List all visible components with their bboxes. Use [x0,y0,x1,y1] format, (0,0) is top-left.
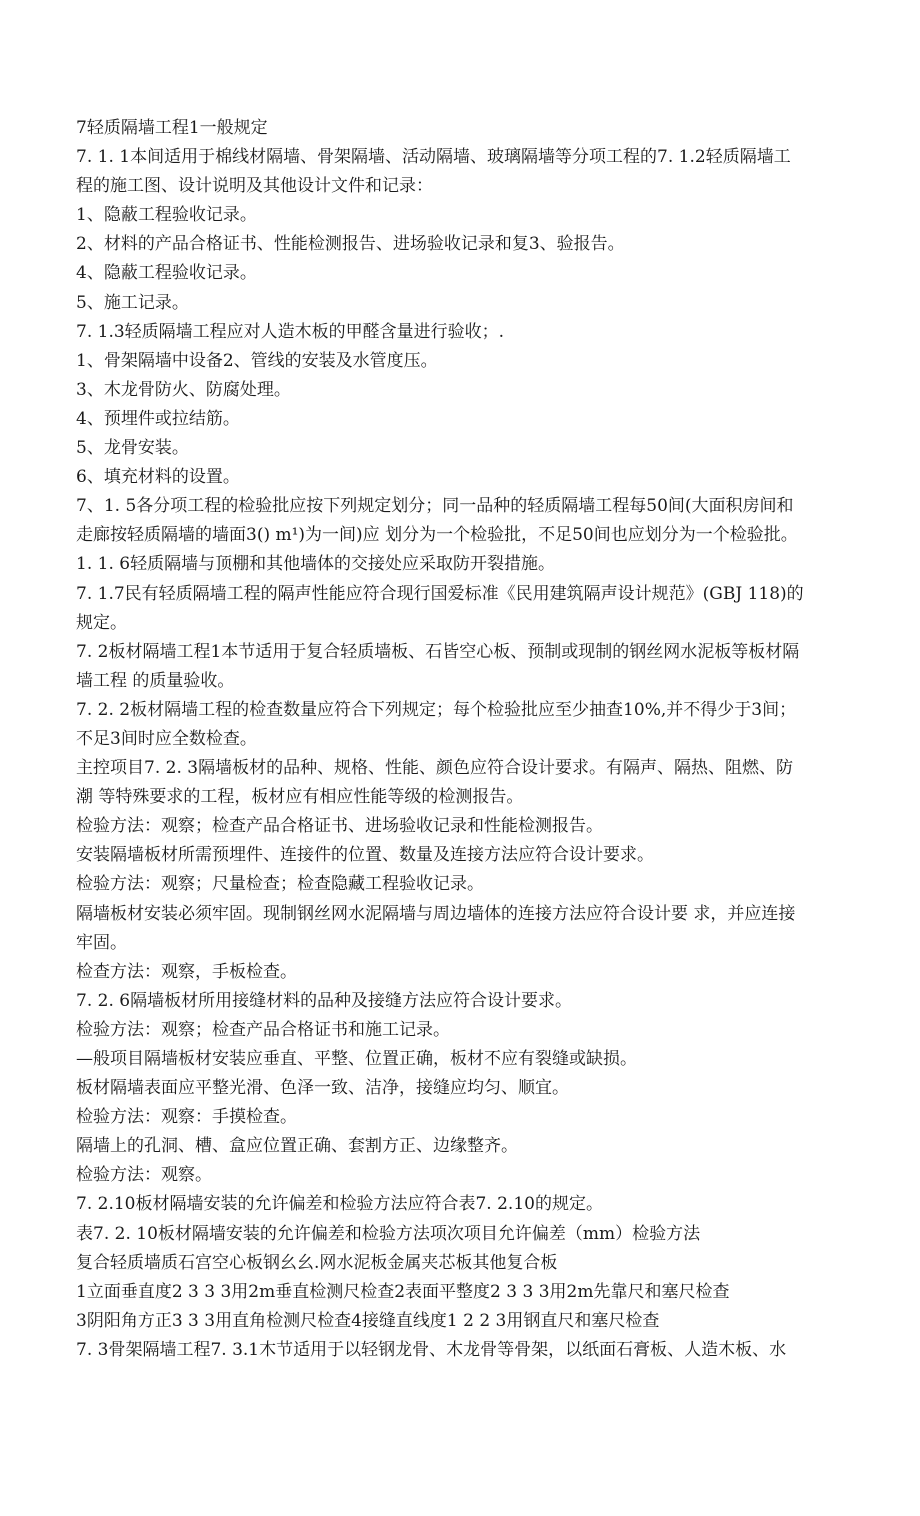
text-line: 5、龙骨安装。 [76,438,189,459]
text-line: 复合轻质墙质石宫空心板钢幺幺.网水泥板金属夹芯板其他复合板 [76,1252,558,1273]
text-line: 主控项目7. 2. 3隔墙板材的品种、规格、性能、颜色应符合设计要求。有隔声、隔热、阻燃、防 [76,758,794,779]
text-line: 1. 1. 6轻质隔墙与顶棚和其他墙体的交接处应采取防开裂措施。 [76,554,556,575]
text-line: —般项目隔墙板材安装应垂直、平整、位置正确，板材不应有裂缝或缺损。 [76,1049,637,1069]
text-line: 检验方法：观察；尺量检查；检查隐藏工程验收记录。 [76,874,484,895]
text-line: 7. 2板材隔墙工程1本节适用于复合轻质墙板、石皆空心板、预制或现制的钢丝网水泥板等板材隔 [76,641,800,662]
text-line: 隔墙板材安装必须牢固。现制钢丝网水泥隔墙与周边墙体的连接方法应符合设计要 求，并应连接 [76,903,796,924]
text-line: 墙工程 的质量验收。 [76,670,235,691]
text-line: 检查方法：观察，手板检查。 [76,961,297,982]
text-line: 4、预埋件或拉结筋。 [76,408,240,429]
text-line: 潮 等特殊要求的工程，板材应有相应性能等级的检测报告。 [76,787,524,808]
text-line: 3阴阳角方正3 3 3用直角检测尺检查4接缝直线度1 2 2 3用钢直尺和塞尺检查 [76,1310,660,1331]
text-line: 板材隔墙表面应平整光滑、色泽一致、洁净，接缝应均匀、顺宜。 [76,1078,569,1099]
text-line: 7. 2. 2板材隔墙工程的检查数量应符合下列规定；每个检验批应至少抽查10%,并不得少于3间； [76,699,797,720]
text-line: 2、材料的产品合格证书、性能检测报告、进场验收记录和复3、验报告。 [76,234,625,255]
text-line: 程的施工图、设计说明及其他设计文件和记录： [76,176,433,197]
text-line: 7. 2.10板材隔墙安装的允许偏差和检验方法应符合表7. 2.10的规定。 [76,1194,603,1215]
text-line: 5、施工记录。 [76,292,189,313]
text-line: 7. 1. 1本间适用于棉线材隔墙、骨架隔墙、活动隔墙、玻璃隔墙等分项工程的7. 1.2轻质隔墙工 [76,147,791,168]
section-heading: 7轻质隔墙工程1一般规定 [76,118,268,138]
text-line: 检验方法：观察：手摸检查。 [76,1107,297,1128]
text-line: 7. 2. 6隔墙板材所用接缝材料的品种及接缝方法应符合设计要求。 [76,990,573,1011]
text-line: 1、隐蔽工程验收记录。 [76,205,257,226]
text-line: 7. 3骨架隔墙工程7. 3.1木节适用于以轻钢龙骨、木龙骨等骨架，以纸面石膏板、人造木板、水 [76,1339,787,1360]
text-line: 检验方法：观察。 [76,1165,212,1186]
text-line: 检验方法：观察；检查产品合格证书、进场验收记录和性能检测报告。 [76,816,603,837]
text-line: 不足3间时应全数检查。 [76,728,257,749]
text-line: 4、隐蔽工程验收记录。 [76,263,257,284]
text-line: 隔墙上的孔洞、槽、盒应位置正确、套割方正、边缘整齐。 [76,1136,518,1157]
text-line: 1立面垂直度2 3 3 3用2m垂直检测尺检查2表面平整度2 3 3 3用2m先靠尺和塞尺检查 [76,1281,730,1302]
text-line: 走廊按轻质隔墙的墙面3() m¹)为一间)应 划分为一个检验批，不足50间也应划分为一个检验批。 [76,525,798,546]
text-line: 7. 1.3轻质隔墙工程应对人造木板的甲醛含量进行验收；. [76,321,505,342]
text-line: 7、1. 5各分项工程的检验批应按下列规定划分；同一品种的轻质隔墙工程每50间(大面积房间和 [76,496,794,517]
text-line: 表7. 2. 10板材隔墙安装的允许偏差和检验方法项次项目允许偏差（mm）检验方法 [76,1223,701,1244]
text-line: 安装隔墙板材所需预埋件、连接件的位置、数量及连接方法应符合设计要求。 [76,845,654,866]
text-line: 规定。 [76,612,127,633]
document-page [76,114,856,1365]
text-line: 牢固。 [76,932,127,953]
text-line: 检验方法：观察；检查产品合格证书和施工记录。 [76,1019,450,1040]
text-line: 7. 1.7民有轻质隔墙工程的隔声性能应符合现行国爱标准《民用建筑隔声设计规范》(GBJ 118)的 [76,583,804,604]
text-line: 6、填充材料的设置。 [76,467,240,488]
text-line: 3、木龙骨防火、防腐处理。 [76,379,291,400]
text-line: 1、骨架隔墙中设备2、管线的安装及水管度压。 [76,350,438,371]
